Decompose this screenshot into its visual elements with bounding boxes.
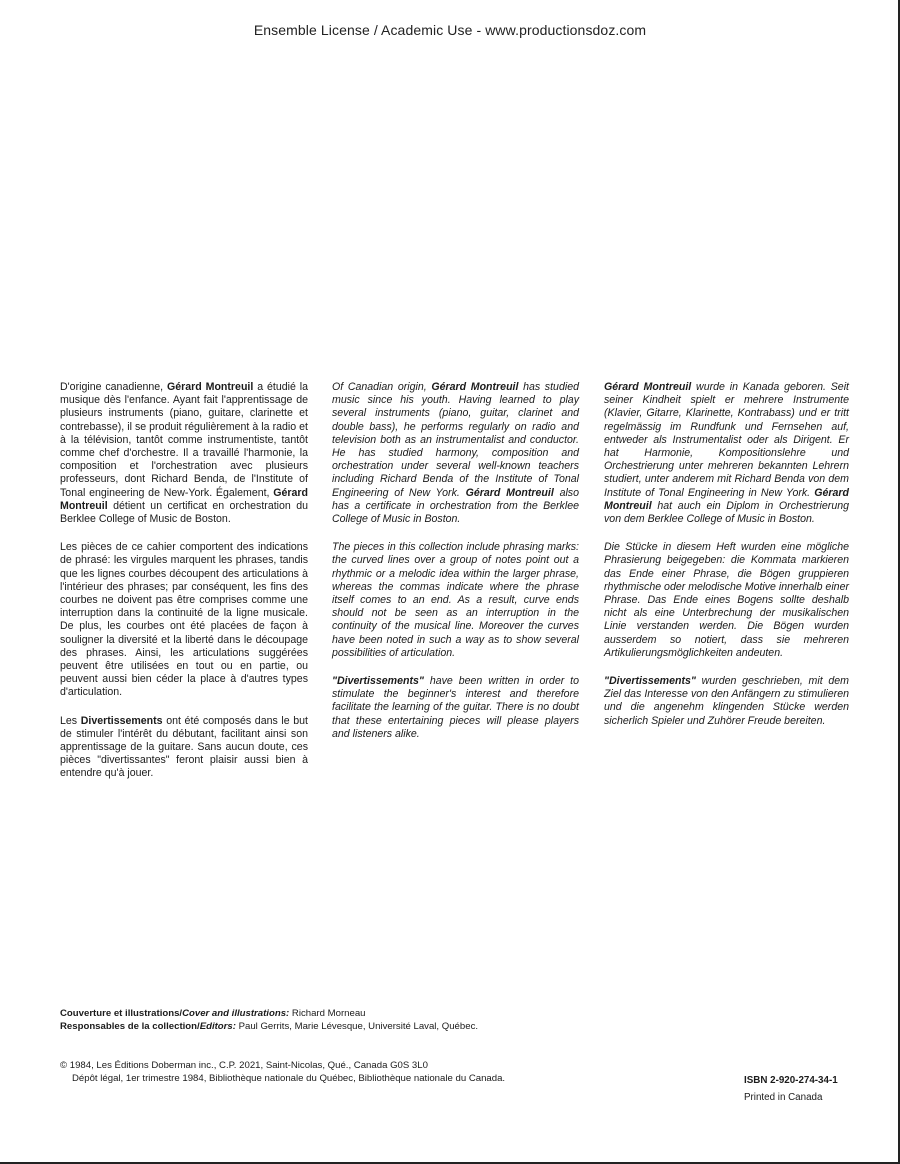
credits [60, 1008, 478, 1033]
german-bio-paragraph: Gérard Montreuil wurde in Kanada geboren. Seit seiner Kindheit spielt er mehrere Instrumente (Klavier, Gitarre, Klarinette, Kontrabass) und er tritt regelmässig im Rundfunk und Fernsehen auf, entweder als Instrumentalist oder als Dirigent. Er hat Harmonie, Kompositionslehre und Orchestrierung unter mehreren bekannten Lehrern studiert, unter anderem mit Richard Benda von dem Institute of Tonal Engineering in New York. Gérard Montreuil hat auch ein Diplom in Orchestrierung von dem Berklee College of Music in Boston. [604, 381, 849, 526]
copyright-block [60, 1060, 505, 1085]
legal-deposit-line: Dépôt légal, 1er trimestre 1984, Bibliothèque nationale du Québec, Bibliothèque nationale du Canada. [72, 1072, 506, 1084]
english-divertissements-paragraph: "Divertissements" have been written in order to stimulate the beginner's interest and therefore facilitate the learning of the guitar. There is no doubt that these entertaining pieces will please players and listeners alike. [332, 675, 579, 740]
license-header: Ensemble License / Academic Use - www.productionsdoz.com [253, 22, 647, 38]
french-bio-paragraph: D'origine canadienne, Gérard Montreuil a étudié la musique dès l'enfance. Ayant fait l'apprentissage de plusieurs instruments (piano, guitare, clarinette et contrebasse), il se produit régulièrement à la radio et à la télévision, tantôt comme instrumentiste, tantôt comme chef d'orchestre. Il a travaillé l'harmonie, la composition et l'orchestration avec plusieurs professeurs, dont Richard Benda, de l'Institute of Tonal engineering de New-York. Également, Gérard Montreuil détient un certificat en orchestration du Berklee College of Music de Boston. [60, 381, 308, 526]
composer-name: Gérard Montreuil [604, 486, 849, 512]
isbn: ISBN 2-920-274-34-1 [744, 1075, 838, 1086]
french-divertissements-paragraph: Les Divertissements ont été composés dans le but de stimuler l'intérêt du débutant, facilitant ainsi son apprentissage de la guitare. Sans aucun doute, ces pièces "divertissantes" feront plaisir aussi bien à entendre qu'à jouer. [60, 714, 309, 780]
cover-credit: Couverture et illustrations/Cover and illustrations: Richard Morneau [60, 1008, 366, 1019]
printed-in: Printed in Canada [744, 1092, 823, 1103]
composer-name: Gérard Montreuil [60, 486, 308, 512]
editors-credit: Responsables de la collection/Editors: Paul Gerrits, Marie Lévesque, Université Laval, Québec. [60, 1020, 479, 1032]
collection-title: "Divertissements" [604, 675, 696, 688]
english-phrasing-paragraph: The pieces in this collection include phrasing marks: the curved lines over a group of notes point out a rhythmic or a melodic idea within the larger phrase, whereas the commas indicate where the phrase itself comes to an end. As a result, curve ends should not be seen as an interruption in the continuity of the musical line. Moreover the curves have been noted in such a way as to show several possibilities of articulation. [332, 541, 579, 659]
composer-name: Gérard Montreuil [167, 381, 254, 393]
composer-name: Gérard Montreuil [431, 381, 519, 393]
collection-title: Divertissements [80, 714, 163, 727]
english-bio-paragraph: Of Canadian origin, Gérard Montreuil has studied music since his youth. Having learned to play several instruments (piano, guitar, clarinet and double bass), he performs regularly on radio and television both as an instrumentalist and conductor. He has studied harmony, composition and orchestration under several well-known teachers including Richard Benda of the Institute of Tonal Engineering of New York. Gérard Montreuil also has a certificate in orchestration from the Berklee College of Music in Boston. [332, 381, 579, 526]
german-phrasing-paragraph: Die Stücke in diesem Heft wurden eine mögliche Phrasierung beigegeben: die Kommata markieren das Ende einer Phrase, die Bögen gruppieren rhythmische oder melodische Motive innerhalb einer Phrase. Das Ende eines Bogens sollte deshalb nicht als eine Unterbrechung der musikalischen Linie verstanden werden. Die Bögen wurden ausserdem so notiert, dass sie mehreren Artikulierungsmöglichkeiten andeuten. [604, 541, 849, 659]
composer-name: Gérard Montreuil [465, 486, 554, 499]
german-divertissements-paragraph: "Divertissements" wurden geschrieben, mit dem Ziel das Interesse von den Anfängern zu stimulieren und die angenehm klingenden Stücke werden sicherlich Spieler und Zuhörer Freude bereiten. [604, 675, 849, 727]
composer-name: Gérard Montreuil [604, 381, 692, 393]
english-column [332, 381, 579, 756]
german-column [604, 381, 849, 743]
collection-title: "Divertissements" [332, 675, 424, 688]
french-phrasing-paragraph: Les pièces de ce cahier comportent des indications de phrasé: les virgules marquent les phrases, tandis que les lignes courbes découpent des articulations à l'intérieur des phrases; par conséquent, les fins des courbes ne doivent pas être comprises comme une interruption dans la continuité de la ligne musicale. De plus, les courbes ont été placées de façon à souligner la diversité et la liberté dans le découpage des phrases. Ainsi, les articulations suggérées peuvent être utilisées en tout ou en partie, ou peuvent aussi bien céder la place à d'autres types d'articulation. [60, 541, 308, 699]
copyright-line: © 1984, Les Éditions Doberman inc., C.P. 2021, Saint-Nicolas, Qué., Canada G0S 3L0 [60, 1060, 428, 1071]
french-column [60, 381, 308, 796]
